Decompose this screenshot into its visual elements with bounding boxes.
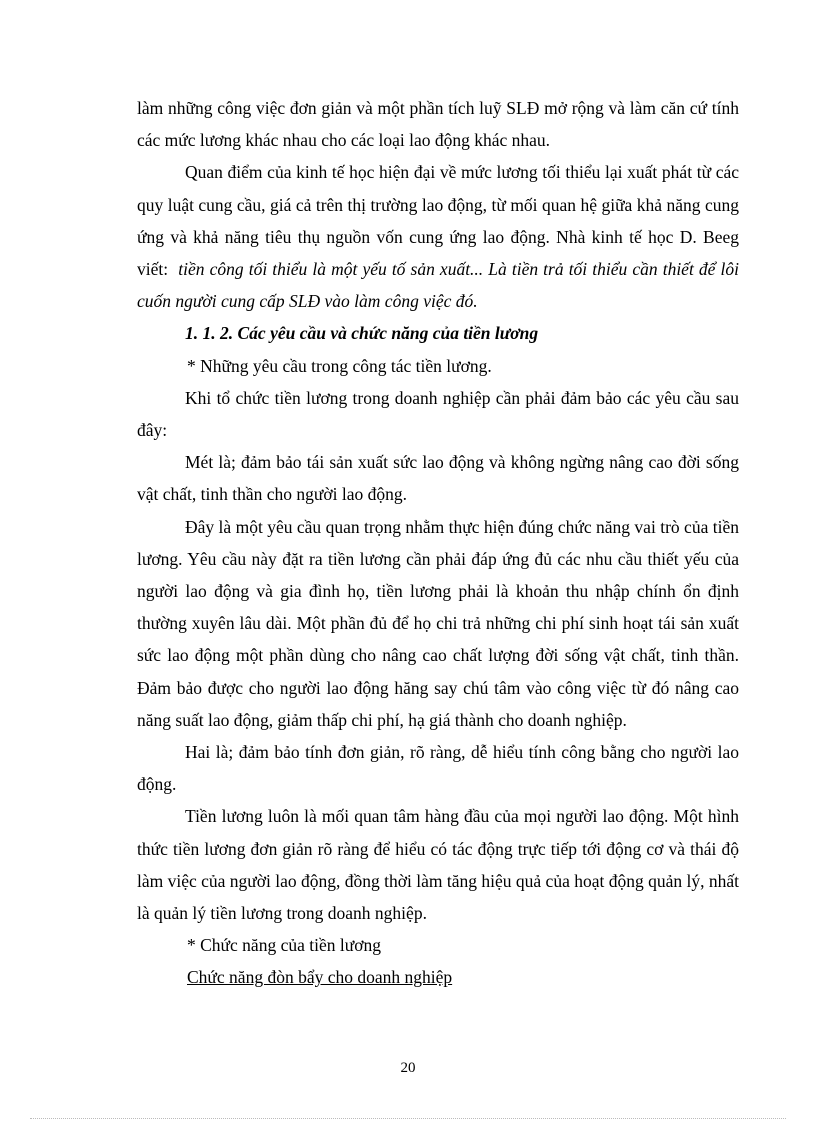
paragraph-minimum-wage-text: Quan điểm của kinh tế học hiện đại về mức lương tối thiểu lại xuất phát từ các quy luật cung cầu, giá cả trên thị trường lao động, từ mối quan hệ giữa khả năng cung ứng và khả năng tiêu thụ nguồn vốn cung ứng lao động. Nhà kinh tế học D. Beeg viết:: [137, 162, 739, 280]
leverage-function-heading: Chức năng đòn bẩy cho doanh nghiệp: [187, 967, 453, 988]
paragraph-requirement-one-detail: Đây là một yêu cầu quan trọng nhằm thực hiện đúng chức năng vai trò của tiền lương. Yêu cầu này đặt ra tiền lương cần phải đáp ứng đủ các nhu cầu thiết yếu của người lao động và gia đình họ, tiền lương phải là khoản thu nhập chính ổn định thường xuyên lâu dài. Một phần đủ để họ chi trả những chi phí sinh hoạt tái sản xuất sức lao động một phần dùng cho nâng cao chất lượng đời sống vật chất, tinh thần. Đảm bảo được cho người lao động hăng say chú tâm vào công việc từ đó nâng cao năng suất lao động, giảm thấp chi phí, hạ giá thành cho doanh nghiệp.: [137, 516, 739, 730]
body-text: [137, 92, 739, 994]
paragraph-requirements-intro: Khi tổ chức tiền lương trong doanh nghiệp cần phải đảm bảo các yêu cầu sau đây:: [137, 387, 739, 441]
paragraph-requirement-two-detail: Tiền lương luôn là mối quan tâm hàng đầu của mọi người lao động. Một hình thức tiền lương đơn giản rõ ràng để hiểu có tác động trực tiếp tới động cơ và thái độ làm việc của người lao động, đồng thời làm tăng hiệu quả của hoạt động quản lý, nhất là quản lý tiền lương trong doanh nghiệp.: [137, 806, 739, 924]
paragraph-requirement-one: Mét là; đảm bảo tái sản xuất sức lao động và không ngừng nâng cao đời sống vật chất, tinh thần cho người lao động.: [137, 452, 739, 505]
paragraph-continuation: làm những công việc đơn giản và một phần tích luỹ SLĐ mở rộng và làm căn cứ tính các mức lương khác nhau cho các loại lao động khác nhau.: [137, 98, 739, 151]
page-bottom-divider: [30, 1118, 786, 1119]
requirements-subheading: * Những yêu cầu trong công tác tiền lương.: [187, 355, 492, 376]
functions-subheading: * Chức năng của tiền lương: [187, 935, 381, 956]
leverage-function-line: [137, 961, 739, 993]
section-heading: 1. 1. 2. Các yêu cầu và chức năng của tiền lương: [185, 323, 539, 344]
beeg-quote: tiền công tối thiểu là một yếu tố sản xuất... Là tiền trả tối thiểu cần thiết để lôi cuốn người cung cấp SLĐ vào làm công việc đó.: [137, 259, 739, 312]
page-number: 20: [400, 1060, 416, 1076]
paragraph-requirement-two: Hai là; đảm bảo tính đơn giản, rõ ràng, dễ hiểu tính công bằng cho người lao động.: [137, 742, 739, 795]
paragraph-minimum-wage-view: [137, 156, 739, 317]
